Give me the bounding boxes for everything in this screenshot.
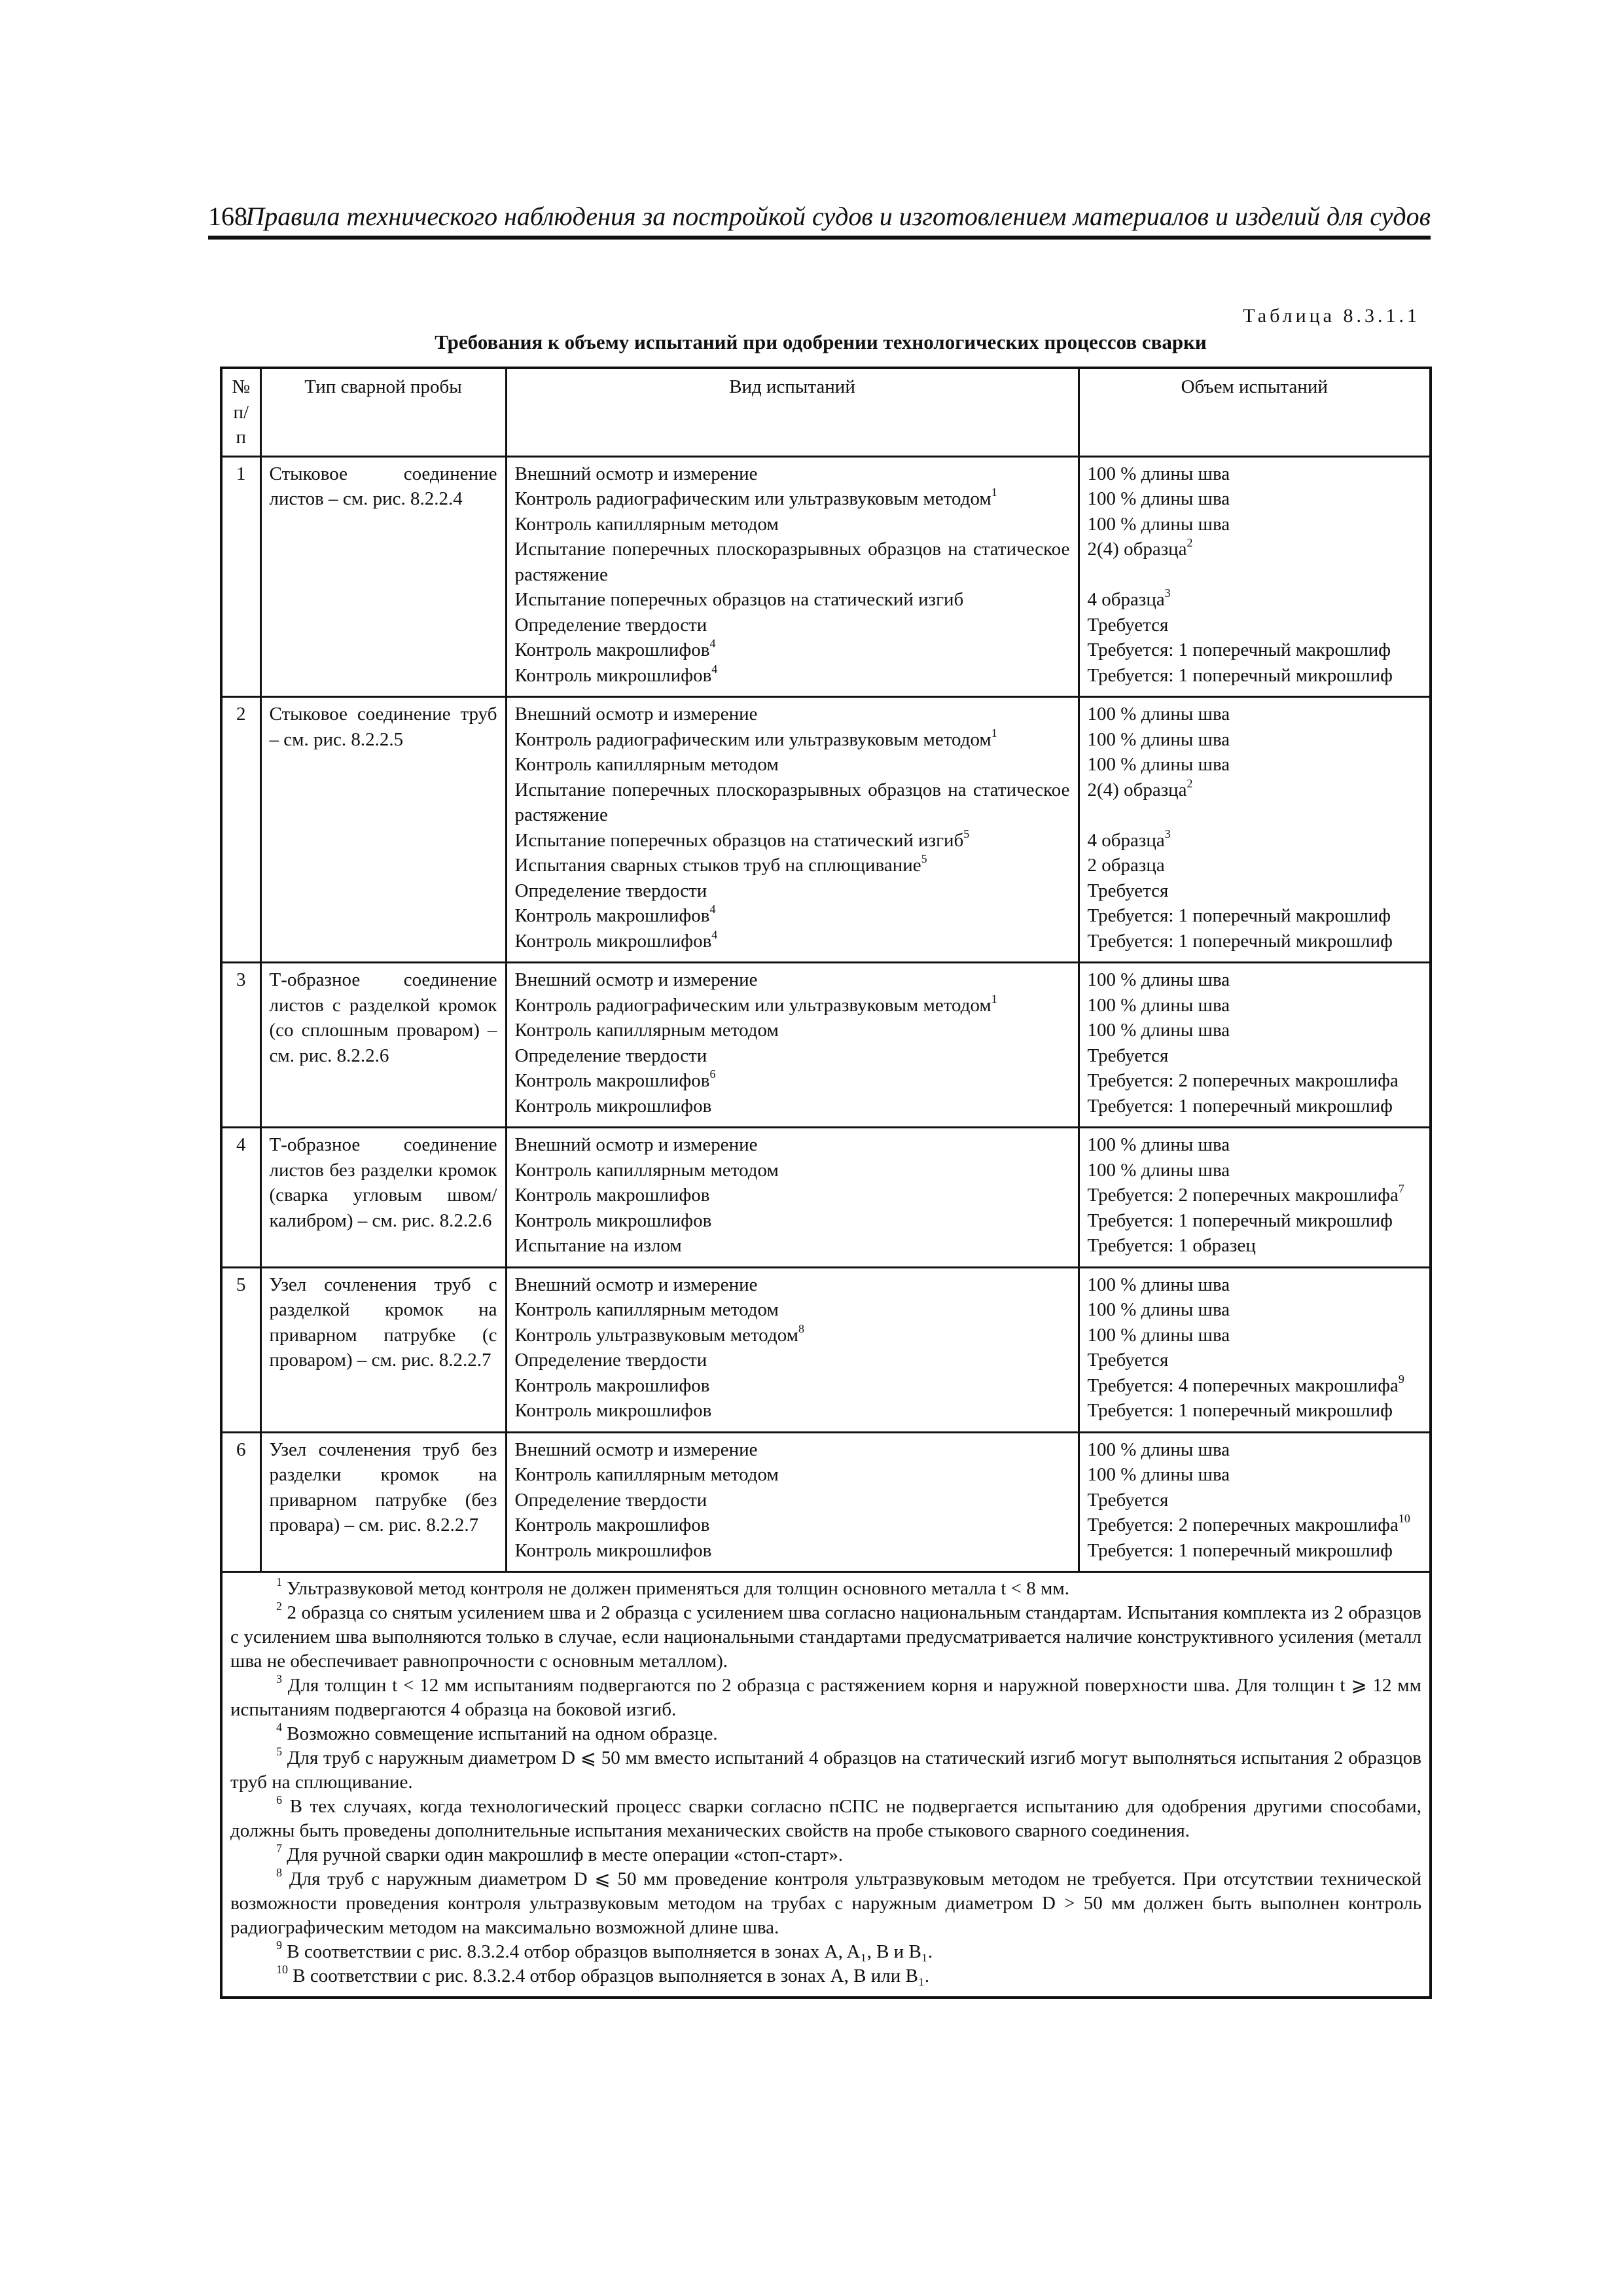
footnote [230, 1577, 1421, 1601]
test-volume-text: 2 образца [1087, 855, 1165, 876]
test-volume [1088, 1132, 1422, 1158]
test-volumes [1079, 697, 1431, 963]
footnote [230, 1867, 1421, 1940]
test-volume-text: Требуется: 2 поперечных макрошлифа [1087, 1185, 1399, 1206]
test-name-text: Определение твердости [514, 1489, 707, 1511]
test-name-text: Контроль радиографическим или ультразвуковым методом [514, 728, 991, 750]
column-header-tests: Вид испытаний [506, 368, 1079, 456]
test-volumes [1079, 1267, 1431, 1432]
test-volume-text: 100 % длины шва [1087, 1134, 1230, 1155]
test-name-text: Внешний осмотр и измерение [514, 463, 758, 484]
test-volume-text: 100 % длины шва [1087, 1159, 1230, 1181]
column-header-type: Тип сварной пробы [260, 368, 506, 456]
test-name [515, 702, 1070, 727]
footnote-ref: 7 [1398, 1182, 1404, 1196]
test-volume-text: Требуется: 1 поперечный микрошлиф [1087, 930, 1393, 952]
test-name [515, 613, 1070, 638]
test-name-text: Испытание поперечных образцов на статический изгиб [514, 829, 964, 851]
footnotes [221, 1572, 1431, 1998]
test-name-text: Контроль микрошлифов [514, 1400, 712, 1421]
weld-sample-type: Узел сочленения труб с разделкой кромок на приварном патрубке (с проваром) – см. рис. 8.2.2.7 [260, 1267, 506, 1432]
footnote [230, 1964, 1421, 1988]
row-number: 4 [221, 1128, 260, 1268]
test-volumes [1079, 963, 1431, 1128]
test-name [515, 1208, 1070, 1234]
test-volumes [1079, 456, 1431, 697]
page-header [208, 196, 1431, 240]
test-name [515, 1132, 1070, 1158]
test-volume [1088, 613, 1422, 638]
footnote-ref: 9 [276, 1939, 282, 1952]
test-types [506, 1267, 1079, 1432]
table-body [221, 456, 1431, 1572]
footnote [230, 1746, 1421, 1795]
weld-sample-type: Т-образное соединение листов без разделки кромок (сварка угловым швом/калибром) – см. рис. 8.2.2.6 [260, 1128, 506, 1268]
test-volume-text: Требуется [1087, 880, 1169, 901]
test-name-text: Испытание поперечных плоскоразрывных образцов на статическое растяжение [514, 539, 1070, 585]
test-name-text: Контроль макрошлифов [514, 1374, 710, 1396]
test-volume [1088, 461, 1422, 487]
test-volume-text: Требуется: 1 образец [1087, 1235, 1256, 1256]
test-volume-text: 100 % длины шва [1087, 1274, 1230, 1295]
footnote-ref: 3 [1164, 827, 1171, 840]
weld-sample-type: Стыковое соединение листов – см. рис. 8.2.2.4 [260, 456, 506, 697]
test-name-text: Контроль микрошлифов [514, 930, 712, 952]
test-name-text: Контроль капиллярным методом [514, 1299, 779, 1320]
footnote-ref: 4 [709, 637, 716, 651]
test-name [515, 1018, 1070, 1043]
footnote-text: Ультразвуковой метод контроля не должен применяться для толщин основного металла t < 8 мм. [282, 1578, 1069, 1599]
footnote-ref: 5 [921, 852, 927, 866]
test-volume-text: 100 % длины шва [1087, 463, 1230, 484]
test-name [515, 993, 1070, 1018]
footnote [230, 1940, 1421, 1964]
table-row [221, 456, 1431, 697]
footnote-ref: 1 [991, 726, 997, 740]
test-volume-text: 100 % длины шва [1087, 728, 1230, 750]
footnote-text: Возможно совмещение испытаний на одном образце. [282, 1723, 718, 1744]
test-volume [1088, 727, 1422, 753]
footnote-text: Для ручной сварки один макрошлиф в месте операции «стоп-старт». [282, 1844, 843, 1865]
test-volume [1088, 1488, 1422, 1513]
row-number: 3 [221, 963, 260, 1128]
footnote [230, 1674, 1421, 1722]
test-volume [1088, 878, 1422, 904]
footnote-ref: 1 [991, 486, 997, 499]
test-volume [1088, 1018, 1422, 1043]
test-volume [1088, 637, 1422, 663]
test-volume-text: Требуется [1087, 1045, 1169, 1066]
test-volumes [1079, 1128, 1431, 1268]
test-name-text: Контроль капиллярным методом [514, 1464, 779, 1485]
test-name [515, 1513, 1070, 1538]
footnote-text: Для толщин t < 12 мм испытаниям подвергаются по 2 образца с растяжением корня и наружной поверхности шва. Для толщин t ⩾ 12 мм испытаниям подвергаются 4 образца на боковой изгиб. [230, 1675, 1421, 1720]
footnote-ref: 10 [276, 1963, 288, 1977]
test-name [515, 1272, 1070, 1298]
test-volume [1088, 663, 1422, 689]
test-name [515, 1158, 1070, 1183]
test-volume [1088, 752, 1422, 778]
test-volume [1088, 903, 1422, 929]
test-volume [1088, 1158, 1422, 1183]
test-volume [1088, 1437, 1422, 1463]
test-volume [1088, 1272, 1422, 1298]
test-volumes [1079, 1432, 1431, 1572]
test-volume [1088, 1208, 1422, 1234]
test-volume-text: 4 образца [1087, 589, 1165, 610]
test-name [515, 752, 1070, 778]
test-name [515, 967, 1070, 993]
footnote-ref: 2 [1186, 776, 1193, 790]
test-volume [1088, 967, 1422, 993]
test-volume [1088, 1183, 1422, 1208]
table-row [221, 1267, 1431, 1432]
test-volume [1088, 1323, 1422, 1348]
test-name [515, 878, 1070, 904]
test-volume [1088, 828, 1422, 853]
test-volume-text: Требуется [1087, 614, 1169, 636]
test-volume [1088, 1398, 1422, 1424]
requirements-table [220, 367, 1432, 1999]
test-volume-text: Требуется: 1 поперечный микрошлиф [1087, 1539, 1393, 1561]
test-name-text: Контроль микрошлифов [514, 1095, 712, 1117]
test-volume [1088, 1094, 1422, 1119]
test-volume-text: 100 % длины шва [1087, 1439, 1230, 1460]
row-number: 6 [221, 1432, 260, 1572]
footnote-ref: 7 [276, 1842, 282, 1856]
test-name [515, 853, 1070, 878]
footnote-text: Для труб с наружным диаметром D ⩽ 50 мм вместо испытаний 4 образцов на статический изгиб могут выполняться испытания 2 образцов труб на сплющивание. [230, 1748, 1421, 1793]
test-name-text: Контроль ультразвуковым методом [514, 1324, 799, 1346]
test-volume-text: Требуется: 2 поперечных макрошлифа [1087, 1070, 1399, 1091]
footnote-ref: 4 [709, 903, 716, 916]
footnote-ref: 8 [798, 1321, 805, 1335]
test-name [515, 828, 1070, 853]
test-volume [1088, 587, 1422, 613]
test-volume-text: Требуется: 4 поперечных макрошлифа [1087, 1374, 1399, 1396]
test-volume-text: 100 % длины шва [1087, 513, 1230, 535]
footnote-ref: 4 [711, 662, 718, 675]
footnote-ref: 2 [1186, 536, 1193, 550]
footnote-ref: 9 [1398, 1372, 1404, 1386]
footnote [230, 1843, 1421, 1867]
footnote [230, 1795, 1421, 1843]
test-volume [1088, 993, 1422, 1018]
test-volume-text: 100 % длины шва [1087, 754, 1230, 775]
test-volume-text: Требуется [1087, 1489, 1169, 1511]
test-name [515, 637, 1070, 663]
test-name-text: Определение твердости [514, 880, 707, 901]
table-title: Требования к объему испытаний при одобрении технологических процессов сварки [435, 331, 1207, 353]
footnotes-row [221, 1572, 1431, 1998]
test-name [515, 929, 1070, 954]
test-name [515, 1488, 1070, 1513]
column-header-num: № п/п [221, 368, 260, 456]
test-name [515, 1183, 1070, 1208]
test-volume [1088, 929, 1422, 954]
test-name [515, 1297, 1070, 1323]
test-volume-text: Требуется: 1 поперечный микрошлиф [1087, 1095, 1393, 1117]
test-volume [1088, 486, 1422, 512]
table-number: Таблица 8.3.1.1 [1243, 305, 1420, 327]
test-volume-text: Требуется: 1 поперечный макрошлиф [1087, 905, 1391, 926]
table-row [221, 697, 1431, 963]
footnote-ref: 8 [276, 1866, 282, 1880]
test-volume [1088, 702, 1422, 727]
footnote-ref: 5 [963, 827, 970, 840]
footnote-text: 2 образца со снятым усилением шва и 2 образца с усилением шва согласно национальным стандартам. Испытания комплекта из 2 образцов с усилением шва выполняются только в случае, если национальными стандартами предусматривается наличие конструктивного усиления (металл шва не обеспечивает равнопрочности с основным металлом). [230, 1602, 1421, 1672]
test-volume-text: 2(4) образца [1087, 779, 1187, 800]
test-name-text: Контроль капиллярным методом [514, 1159, 779, 1181]
test-name [515, 727, 1070, 753]
footnote-text: В соответствии с рис. 8.3.2.4 отбор образцов выполняется в зонах A, A₁, B и B₁. [282, 1941, 933, 1962]
test-volume [1088, 1297, 1422, 1323]
test-name-text: Испытания сварных стыков труб на сплющивание [514, 855, 921, 876]
running-title: Правила технического наблюдения за постройкой судов и изготовлением материалов и изделий для судов [245, 202, 1431, 231]
row-number: 1 [221, 456, 260, 697]
test-volume-text: Требуется: 1 поперечный микрошлиф [1087, 1210, 1393, 1231]
footnote-ref: 1 [991, 992, 997, 1005]
footnote-ref: 3 [1164, 586, 1171, 600]
page-number: 168 [208, 202, 247, 231]
test-name [515, 1398, 1070, 1424]
test-types [506, 697, 1079, 963]
test-volume [1088, 537, 1422, 587]
test-volume-text: 100 % длины шва [1087, 704, 1230, 725]
test-name [515, 903, 1070, 929]
test-name-text: Контроль радиографическим или ультразвуковым методом [514, 488, 991, 509]
test-volume-text: Требуется: 1 поперечный микрошлиф [1087, 664, 1393, 686]
test-volume [1088, 853, 1422, 878]
test-name [515, 663, 1070, 689]
test-name [515, 1437, 1070, 1463]
test-volume-text: 100 % длины шва [1087, 1299, 1230, 1320]
footnote [230, 1722, 1421, 1746]
footnote-text: Для труб с наружным диаметром D ⩽ 50 мм проведение контроля ультразвуковым методом не требуется. При отсутствии технической возможности проведения контроля ультразвуковым методом на трубах с наружным диаметром D > 50 мм должен быть выполнен контроль радиографическим методом на максимально возможной длине шва. [230, 1869, 1421, 1938]
test-types [506, 963, 1079, 1128]
test-name-text: Контроль макрошлифов [514, 1515, 710, 1535]
test-volume [1088, 1373, 1422, 1399]
test-name [515, 778, 1070, 828]
test-volume [1088, 1513, 1422, 1538]
test-volume-text: Требуется: 1 поперечный микрошлиф [1087, 1400, 1393, 1421]
test-name-text: Внешний осмотр и измерение [514, 1274, 758, 1295]
test-name [515, 1373, 1070, 1399]
footnote-ref: 3 [276, 1672, 282, 1686]
test-volume-text: 100 % длины шва [1087, 1020, 1230, 1041]
test-name [515, 1043, 1070, 1069]
test-name-text: Определение твердости [514, 614, 707, 636]
weld-sample-type: Стыковое соединение труб – см. рис. 8.2.2.5 [260, 697, 506, 963]
column-header-volume: Объем испытаний [1079, 368, 1431, 456]
footnote-ref: 4 [711, 927, 718, 941]
test-name-text: Внешний осмотр и измерение [514, 1134, 758, 1155]
test-volume [1088, 512, 1422, 537]
test-name-text: Внешний осмотр и измерение [514, 1439, 758, 1460]
test-volume [1088, 1538, 1422, 1564]
test-volume-text: 100 % длины шва [1087, 1324, 1230, 1346]
row-number: 2 [221, 697, 260, 963]
test-name [515, 1068, 1070, 1094]
test-name [515, 1538, 1070, 1564]
test-name-text: Контроль капиллярным методом [514, 1020, 779, 1041]
test-name-text: Испытание поперечных образцов на статический изгиб [514, 589, 964, 610]
test-name-text: Внешний осмотр и измерение [514, 704, 758, 725]
test-volume [1088, 1233, 1422, 1259]
footnote-ref: 5 [276, 1745, 282, 1759]
test-name [515, 1348, 1070, 1373]
test-name [515, 587, 1070, 613]
test-name-text: Контроль капиллярным методом [514, 513, 779, 535]
weld-sample-type: Узел сочленения труб без разделки кромок на приварном патрубке (без провара) – см. рис. 8.2.2.7 [260, 1432, 506, 1572]
footnote [230, 1601, 1421, 1674]
test-volume-text: 100 % длины шва [1087, 994, 1230, 1016]
table-row [221, 1432, 1431, 1572]
test-types [506, 456, 1079, 697]
test-name-text: Контроль макрошлифов [514, 639, 710, 660]
test-name-text: Контроль макрошлифов [514, 1070, 710, 1091]
footnote-ref: 4 [276, 1721, 282, 1734]
test-volume-text: Требуется [1087, 1350, 1169, 1371]
test-name-text: Определение твердости [514, 1350, 707, 1371]
row-number: 5 [221, 1267, 260, 1432]
test-types [506, 1128, 1079, 1268]
test-name-text: Контроль макрошлифов [514, 1185, 710, 1206]
footnote-ref: 10 [1398, 1512, 1410, 1526]
test-name-text: Внешний осмотр и измерение [514, 969, 758, 990]
test-name [515, 1462, 1070, 1488]
test-volume-text: 2(4) образца [1087, 539, 1187, 560]
test-volume-text: 100 % длины шва [1087, 969, 1230, 990]
test-volume [1088, 1043, 1422, 1069]
footnote-text: В соответствии с рис. 8.3.2.4 отбор образцов выполняется в зонах A, B или B₁. [288, 1965, 930, 1986]
weld-sample-type: Т-образное соединение листов с разделкой кромок (со сплошным проваром) – см. рис. 8.2.2.6 [260, 963, 506, 1128]
test-name-text: Контроль микрошлифов [514, 1539, 712, 1561]
test-volume [1088, 778, 1422, 828]
test-name [515, 1323, 1070, 1348]
test-volume [1088, 1348, 1422, 1373]
test-types [506, 1432, 1079, 1572]
test-name-text: Контроль макрошлифов [514, 905, 710, 926]
test-volume-text: Требуется: 1 поперечный макрошлиф [1087, 639, 1391, 660]
test-volume [1088, 1068, 1422, 1094]
test-volume [1088, 1462, 1422, 1488]
test-name [515, 486, 1070, 512]
test-name-text: Контроль капиллярным методом [514, 754, 779, 775]
test-name [515, 512, 1070, 537]
footnote-ref: 1 [276, 1575, 282, 1589]
test-name-text: Контроль микрошлифов [514, 1210, 712, 1231]
test-name-text: Испытание на излом [514, 1235, 682, 1256]
test-name [515, 537, 1070, 587]
footnote-text: В тех случаях, когда технологический процесс сварки согласно пСПС не подвергается испытанию для одобрения другими способами, должны быть проведены дополнительные испытания механических свойств на пробе стыкового сварного соединения. [230, 1796, 1421, 1841]
test-name [515, 1233, 1070, 1259]
test-name-text: Определение твердости [514, 1045, 707, 1066]
test-volume-text: 4 образца [1087, 829, 1165, 851]
table-row [221, 1128, 1431, 1268]
table-row [221, 963, 1431, 1128]
test-volume-text: 100 % длины шва [1087, 1464, 1230, 1485]
test-name-text: Контроль микрошлифов [514, 664, 712, 686]
test-name [515, 461, 1070, 487]
test-volume-text: Требуется: 2 поперечных макрошлифа [1087, 1515, 1399, 1535]
test-volume-text: 100 % длины шва [1087, 488, 1230, 509]
footnote-ref: 6 [276, 1793, 282, 1807]
footnote-ref: 2 [276, 1600, 282, 1613]
table-header-row [221, 368, 1431, 456]
test-name-text: Испытание поперечных плоскоразрывных образцов на статическое растяжение [514, 779, 1070, 825]
test-name [515, 1094, 1070, 1119]
footnote-ref: 6 [709, 1067, 716, 1081]
test-name-text: Контроль радиографическим или ультразвуковым методом [514, 994, 991, 1016]
